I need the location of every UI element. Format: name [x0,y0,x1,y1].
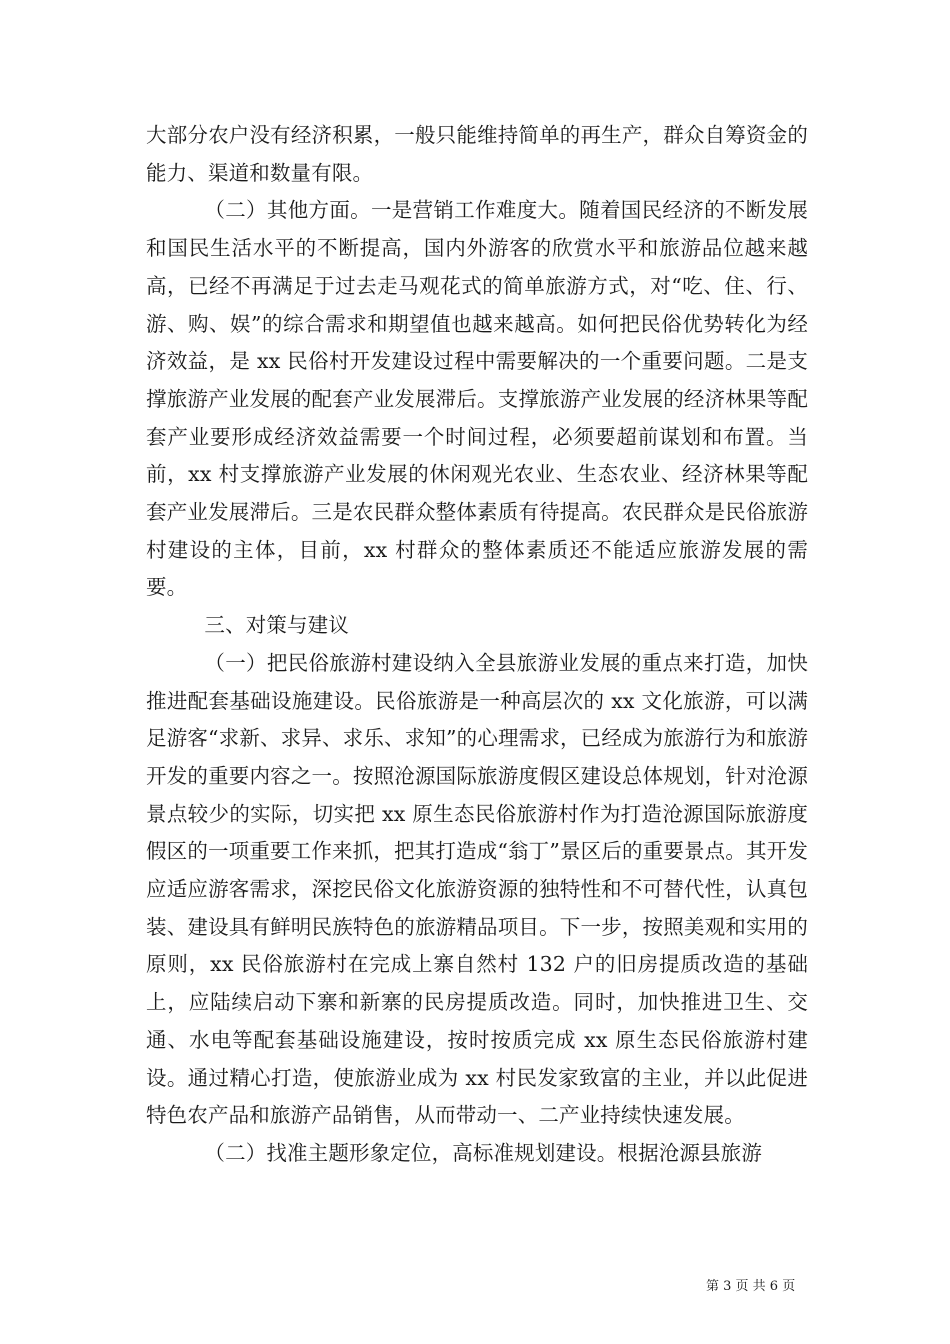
page-number-footer: 第 3 页 共 6 页 [706,1279,796,1294]
paragraph-countermeasure-one: （一）把民俗旅游村建设纳入全县旅游业发展的重点来打造，加快推进配套基础设施建设。民俗旅游是一种高层次的 xx 文化旅游，可以满足游客“求新、求异、求乐、求知”的心理需求，已经成为旅游行为和旅游开发的重要内容之一。按照沧源国际旅游度假区建设总体规划，针对沧源景点较少的实际，切实把 xx 原生态民俗旅游村作为打造沧源国际旅游度假区的一项重要工作来抓，把其打造成“翁丁”景区后的重要景点。其开发应适应游客需求，深挖民俗文化旅游资源的独特性和不可替代性，认真包装、建设具有鲜明民族特色的旅游精品项目。下一步，按照美观和实用的原则，xx 民俗旅游村在完成上寨自然村 132 户的旧房提质改造的基础上，应陆续启动下寨和新寨的民房提质改造。同时，加快推进卫生、交通、水电等配套基础设施建设，按时按质完成 xx 原生态民俗旅游村建设。通过精心打造，使旅游业成为 xx 村民发家致富的主业，并以此促进特色农产品和旅游产品销售，从而带动一、二产业持续快速发展。 [146,650,808,1128]
paragraph-continuation: 大部分农户没有经济积累，一般只能维持简单的再生产，群众自筹资金的能力、渠道和数量有限。 [146,123,808,185]
paragraph-countermeasure-two: （二）找准主题形象定位，高标准规划建设。根据沧源县旅游 [204,1140,762,1165]
paragraph-other-aspects: （二）其他方面。一是营销工作难度大。随着国民经济的不断发展和国民生活水平的不断提高，国内外游客的欣赏水平和旅游品位越来越高，已经不再满足于过去走马观花式的简单旅游方式，对“吃、住、行、游、购、娱”的综合需求和期望值也越来越高。如何把民俗优势转化为经济效益，是 xx 民俗村开发建设过程中需要解决的一个重要问题。二是支撑旅游产业发展的配套产业发展滞后。支撑旅游产业发展的经济林果等配套产业要形成经济效益需要一个时间过程，必须要超前谋划和布置。当前，xx 村支撑旅游产业发展的休闲观光农业、生态农业、经济林果等配套产业发展滞后。三是农民群众整体素质有待提高。农民群众是民俗旅游村建设的主体，目前，xx 村群众的整体素质还不能适应旅游发展的需要。 [146,198,808,600]
document-body [146,117,808,1173]
section-heading-countermeasures: 三、对策与建议 [204,613,349,638]
